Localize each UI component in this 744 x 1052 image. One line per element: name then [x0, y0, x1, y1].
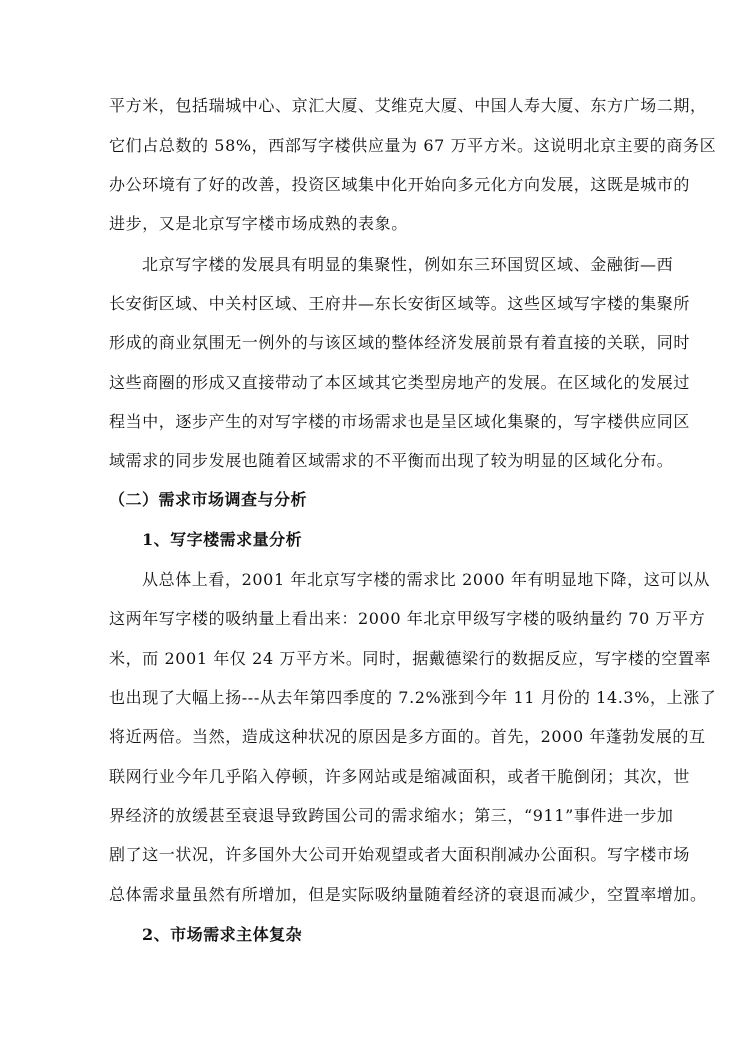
paragraph-2-line-1: 北京写字楼的发展具有明显的集聚性，例如东三环国贸区域、金融街—西: [142, 255, 674, 274]
paragraph-3-line-3: 米，而 2001 年仅 24 万平方米。同时，据戴德梁行的数据反应，写字楼的空置率: [109, 649, 712, 668]
paragraph-1-line-1: 平方米，包括瑞城中心、京汇大厦、艾维克大厦、中国人寿大厦、东方广场二期，: [109, 96, 707, 115]
subheading-demand-subjects: 2、市场需求主体复杂: [142, 925, 303, 944]
paragraph-3-line-5: 将近两倍。当然，造成这种状况的原因是多方面的。首先，2000 年蓬勃发展的互: [109, 727, 706, 746]
paragraph-3-line-8: 剧了这一状况，许多国外大公司开始观望或者大面积削减办公面积。写字楼市场: [109, 845, 691, 864]
paragraph-1-line-4: 进步，又是北京写字楼市场成熟的表象。: [109, 214, 408, 233]
paragraph-1-line-2: 它们占总数的 58%，西部写字楼供应量为 67 万平方米。这说明北京主要的商务区: [109, 136, 717, 155]
paragraph-1-line-3: 办公环境有了好的改善，投资区域集中化开始向多元化方向发展，这既是城市的: [109, 175, 691, 194]
paragraph-3-line-6: 联网行业今年几乎陷入停顿，许多网站或是缩减面积，或者干脆倒闭；其次，世: [109, 767, 691, 786]
paragraph-2-line-3: 形成的商业氛围无一例外的与该区域的整体经济发展前景有着直接的关联，同时: [109, 333, 691, 352]
section-heading: （二）需求市场调查与分析: [109, 490, 308, 509]
paragraph-3-line-4: 也出现了大幅上扬---从去年第四季度的 7.2%涨到今年 11 月份的 14.3%，上涨了: [109, 688, 717, 707]
paragraph-3-line-7: 界经济的放缓甚至衰退导致跨国公司的需求缩水；第三，“911”事件进一步加: [109, 806, 674, 825]
paragraph-2-line-4: 这些商圈的形成又直接带动了本区域其它类型房地产的发展。在区域化的发展过: [109, 373, 691, 392]
paragraph-3-line-9: 总体需求量虽然有所增加，但是实际吸纳量随着经济的衰退而减少，空置率增加。: [109, 885, 707, 904]
paragraph-3-line-2: 这两年写字楼的吸纳量上看出来：2000 年北京甲级写字楼的吸纳量约 70 万平方: [109, 609, 706, 628]
paragraph-2-line-5: 程当中，逐步产生的对写字楼的市场需求也是呈区域化集聚的，写字楼供应同区: [109, 412, 691, 431]
paragraph-2-line-2: 长安街区域、中关村区域、王府井—东长安街区域等。这些区域写字楼的集聚所: [109, 294, 691, 313]
subheading-demand-analysis: 1、写字楼需求量分析: [142, 530, 303, 549]
paragraph-2-line-6: 域需求的同步发展也随着区域需求的不平衡而出现了较为明显的区域化分布。: [109, 451, 674, 470]
paragraph-3-line-1: 从总体上看，2001 年北京写字楼的需求比 2000 年有明显地下降，这可以从: [142, 570, 711, 589]
